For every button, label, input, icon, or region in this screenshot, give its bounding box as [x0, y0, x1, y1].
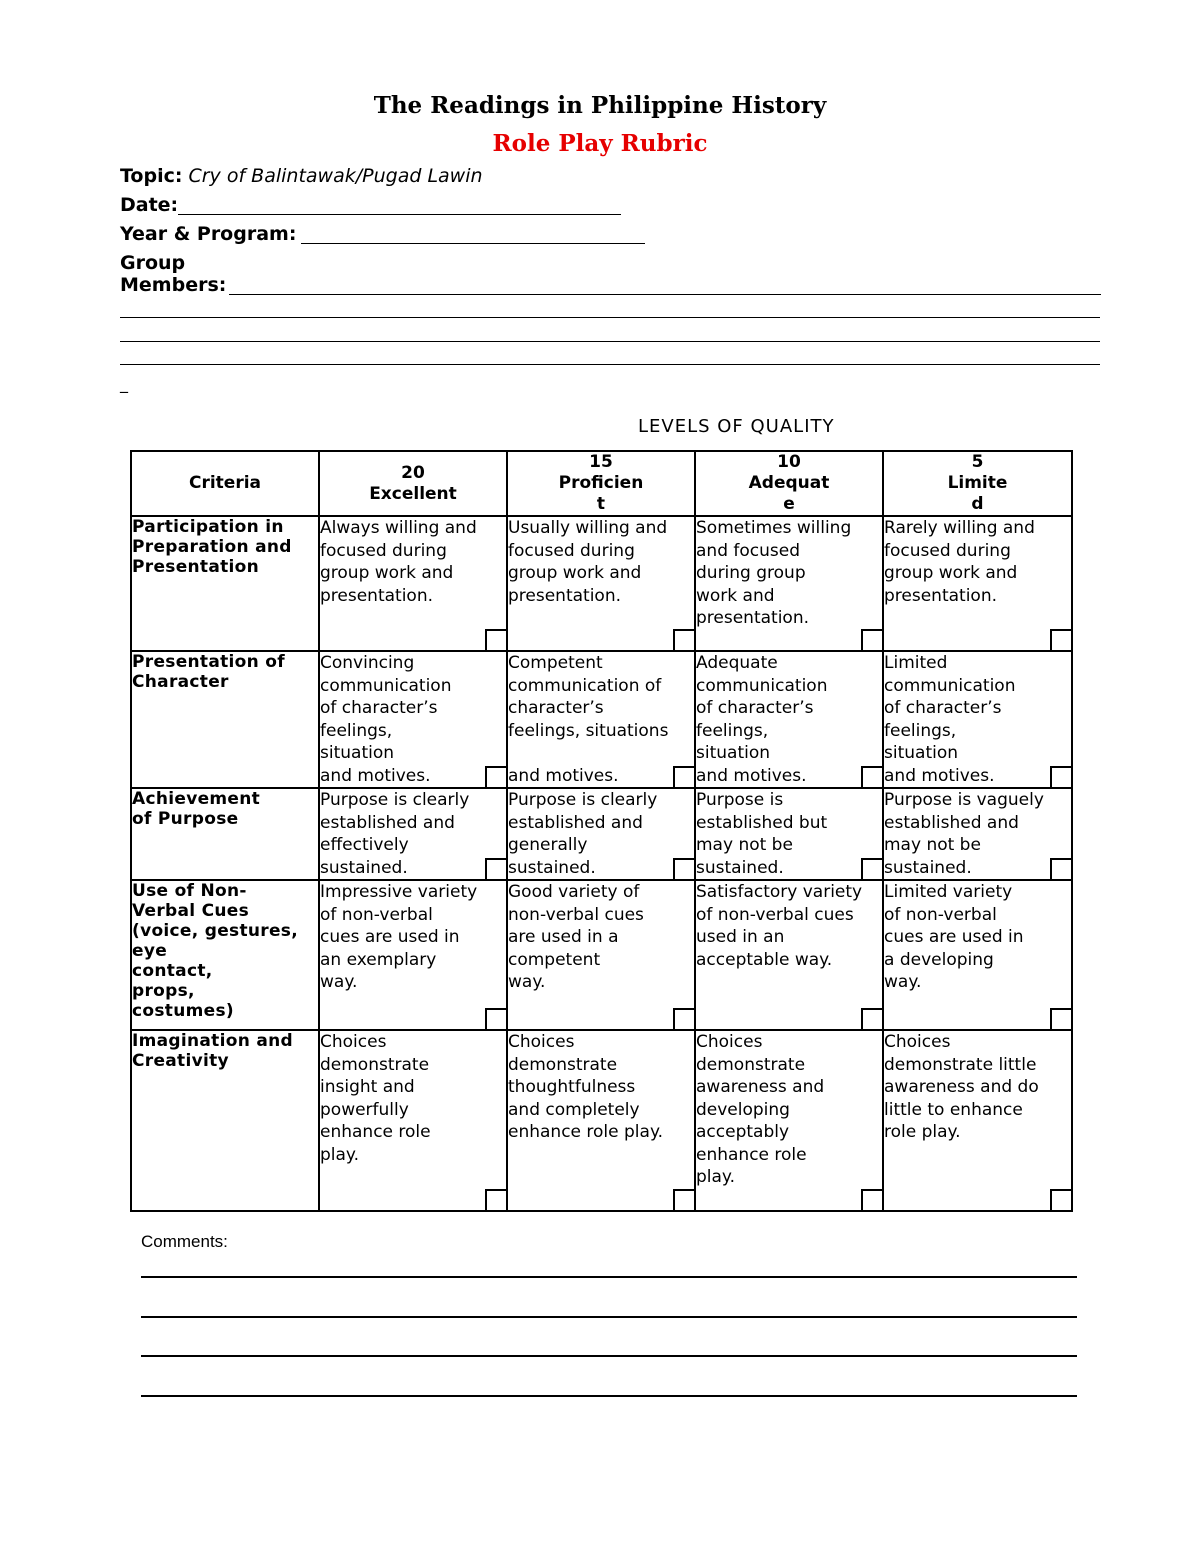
descriptor-text-line: focused during [320, 540, 447, 561]
level-header-20 [319, 451, 507, 516]
criterion-text-line: Verbal Cues [132, 901, 250, 921]
descriptor-text-line: group work and [884, 563, 1018, 583]
score-checkbox[interactable] [673, 1189, 696, 1212]
score-checkbox[interactable] [485, 1008, 508, 1031]
descriptor-cell-proficient [507, 788, 695, 880]
descriptor-text-line: and motives. [696, 765, 807, 786]
descriptor-text-line: Purpose is clearly [320, 790, 470, 810]
level-score: 20 [401, 462, 425, 483]
descriptor-text-line: of character’s [320, 698, 438, 718]
descriptor-text-line: demonstrate little [884, 1054, 1037, 1075]
score-checkbox[interactable] [673, 858, 696, 881]
descriptor-text-line: Adequate [696, 653, 778, 673]
table-header-row [131, 451, 1072, 516]
descriptor-text-line: Purpose is [696, 790, 784, 810]
level-name-wrap: e [783, 494, 795, 514]
descriptor-text-line: and focused [696, 540, 801, 561]
score-checkbox[interactable] [673, 629, 696, 652]
descriptor-text-line: of character’s [884, 698, 1002, 718]
descriptor-cell-adequate [695, 1030, 883, 1211]
group-label-line2: Members: [120, 274, 227, 296]
descriptor-text-line: awareness and do [884, 1077, 1039, 1097]
descriptor-text-line: situation [320, 743, 395, 763]
descriptor-text-line: used in an [696, 927, 785, 947]
descriptor-text-line: a developing [884, 949, 994, 970]
descriptor-text-line: of non-verbal [320, 904, 433, 925]
descriptor-text-line: focused during [508, 540, 635, 561]
descriptor-text-line: Choices [884, 1032, 951, 1052]
descriptor-text-line: presentation. [884, 585, 998, 606]
descriptor-cell-limited [883, 516, 1072, 651]
descriptor-text-line: way. [884, 972, 922, 992]
score-checkbox[interactable] [1050, 1008, 1073, 1031]
score-checkbox[interactable] [673, 766, 696, 789]
descriptor-text-line: developing [696, 1099, 790, 1120]
criterion-text-line: eye [132, 941, 168, 961]
criterion-cell [131, 880, 319, 1030]
descriptor-text-line: established and [508, 812, 643, 833]
criterion-text-line: contact, [132, 961, 213, 981]
descriptor-text-line: situation [696, 743, 771, 763]
rubric-table [130, 450, 1073, 1212]
descriptor-cell-adequate [695, 788, 883, 880]
group-members-line-4[interactable] [120, 364, 1100, 365]
descriptor-cell-limited [883, 788, 1072, 880]
descriptor-cell-limited [883, 1030, 1072, 1211]
descriptor-text-line: Choices [320, 1032, 387, 1052]
descriptor-text-line: and motives. [320, 765, 431, 786]
criteria-header: Criteria [131, 451, 319, 516]
descriptor-text-line: acceptable way. [696, 949, 833, 970]
descriptor-cell-proficient [507, 516, 695, 651]
criterion-text-line: Creativity [132, 1051, 229, 1071]
descriptor-text-line: of non-verbal [884, 904, 997, 925]
descriptor-text-line: way. [508, 972, 546, 992]
topic-value: Cry of Balintawak/Pugad Lawin [188, 165, 483, 187]
descriptor-cell-excellent [319, 1030, 507, 1211]
descriptor-text-line [508, 742, 694, 765]
descriptor-text-line: established but [696, 812, 828, 833]
score-checkbox[interactable] [1050, 766, 1073, 789]
descriptor-text-line: Purpose is vaguely [884, 790, 1044, 810]
level-header-10 [695, 451, 883, 516]
descriptor-text-line: are used in a [508, 927, 619, 947]
descriptor-text-line: presentation. [508, 585, 622, 606]
descriptor-text-line: competent [508, 949, 601, 970]
descriptor-text-line: sustained. [884, 857, 972, 878]
descriptor-cell-adequate [695, 516, 883, 651]
descriptor-text-line: acceptably [696, 1122, 790, 1142]
descriptor-text-line: presentation. [320, 585, 434, 606]
criterion-text-line: Presentation of [132, 652, 285, 672]
descriptor-text-line: may not be [884, 835, 981, 855]
descriptor-text-line: Satisfactory variety [696, 882, 863, 902]
descriptor-text-line: Impressive variety [320, 882, 478, 902]
score-checkbox[interactable] [861, 1189, 884, 1212]
score-checkbox[interactable] [485, 766, 508, 789]
descriptor-text-line: role play. [884, 1122, 961, 1142]
descriptor-text-line: established and [320, 812, 455, 833]
comment-line-3[interactable] [141, 1355, 1077, 1357]
descriptor-text-line: Always willing and [320, 518, 477, 538]
descriptor-text-line: demonstrate [320, 1054, 430, 1075]
criterion-cell [131, 516, 319, 651]
criterion-text-line: Achievement [132, 789, 261, 809]
descriptor-text-line: generally [508, 835, 588, 855]
descriptor-text-line: presentation. [696, 608, 810, 628]
descriptor-text-line: cues are used in [884, 927, 1024, 947]
criterion-text-line: Use of Non- [132, 881, 247, 901]
score-checkbox[interactable] [485, 858, 508, 881]
descriptor-text-line: cues are used in [320, 927, 460, 947]
criterion-cell [131, 788, 319, 880]
descriptor-text-line: during group [696, 563, 806, 583]
descriptor-text-line: communication [884, 675, 1016, 696]
level-name: Limite [947, 473, 1008, 493]
descriptor-text-line: communication of [508, 675, 662, 696]
descriptor-text-line: powerfully [320, 1099, 409, 1120]
descriptor-text-line: Good variety of [508, 882, 640, 902]
descriptor-text-line: Convincing [320, 653, 415, 673]
descriptor-text-line: of non-verbal cues [696, 904, 854, 925]
score-checkbox[interactable] [861, 766, 884, 789]
criterion-text-line: (voice, gestures, [132, 921, 298, 941]
descriptor-text-line: sustained. [508, 857, 596, 878]
descriptor-cell-proficient [507, 651, 695, 788]
score-checkbox[interactable] [485, 629, 508, 652]
criterion-text-line: Imagination and [132, 1031, 293, 1051]
descriptor-text-line: demonstrate [508, 1054, 618, 1075]
descriptor-text-line: established and [884, 812, 1019, 833]
descriptor-cell-excellent [319, 788, 507, 880]
comments-label: Comments: [141, 1232, 228, 1251]
descriptor-text-line: Purpose is clearly [508, 790, 658, 810]
score-checkbox[interactable] [485, 1189, 508, 1212]
criterion-text-line: Preparation and [132, 537, 292, 557]
group-members-line-2[interactable] [120, 317, 1100, 318]
descriptor-cell-proficient [507, 880, 695, 1030]
table-row-non-verbal-cues [131, 880, 1072, 1030]
level-name: Adequat [748, 473, 830, 493]
criterion-text-line: Character [132, 672, 229, 692]
descriptor-text-line: demonstrate [696, 1054, 806, 1075]
descriptor-text-line: communication [696, 675, 828, 696]
descriptor-text-line: Usually willing and [508, 518, 668, 538]
descriptor-text-line: feelings, [320, 720, 393, 741]
descriptor-text-line: Choices [696, 1032, 763, 1052]
descriptor-text-line: play. [320, 1144, 359, 1165]
descriptor-text-line: play. [696, 1167, 735, 1187]
criterion-text-line: of Purpose [132, 809, 239, 829]
table-row-participation [131, 516, 1072, 651]
group-members-line-3[interactable] [120, 341, 1100, 342]
descriptor-text-line: little to enhance [884, 1099, 1023, 1120]
descriptor-text-line: Limited variety [884, 882, 1013, 902]
descriptor-cell-excellent [319, 516, 507, 651]
descriptor-cell-adequate [695, 880, 883, 1030]
descriptor-text-line: way. [320, 972, 358, 992]
descriptor-text-line: and motives. [508, 765, 619, 786]
criterion-cell [131, 651, 319, 788]
criterion-text-line: Participation in [132, 517, 284, 537]
level-name-wrap: t [596, 494, 606, 514]
descriptor-text-line: enhance role [696, 1144, 807, 1165]
criterion-text-line: costumes) [132, 1001, 234, 1021]
comment-line-2[interactable] [141, 1316, 1077, 1318]
group-members-line-1[interactable] [229, 294, 1101, 295]
criterion-text-line: props, [132, 981, 195, 1001]
descriptor-text-line: Rarely willing and [884, 518, 1035, 538]
descriptor-cell-limited [883, 880, 1072, 1030]
descriptor-cell-excellent [319, 651, 507, 788]
level-header-5 [883, 451, 1072, 516]
criterion-cell [131, 1030, 319, 1211]
descriptor-text-line: thoughtfulness [508, 1077, 636, 1097]
document-subtitle: Role Play Rubric [492, 130, 708, 157]
descriptor-cell-limited [883, 651, 1072, 788]
score-checkbox[interactable] [861, 1008, 884, 1031]
descriptor-text-line: Choices [508, 1032, 575, 1052]
descriptor-text-line: and completely [508, 1099, 640, 1120]
level-score: 5 [971, 452, 984, 472]
descriptor-text-line: sustained. [320, 857, 408, 878]
score-checkbox[interactable] [1050, 1189, 1073, 1212]
descriptor-cell-excellent [319, 880, 507, 1030]
descriptor-text-line: an exemplary [320, 949, 437, 970]
date-label: Date: [120, 194, 179, 216]
descriptor-text-line: non-verbal cues [508, 904, 644, 925]
descriptor-text-line: feelings, [696, 720, 769, 741]
table-row-achievement-of-purpose [131, 788, 1072, 880]
score-checkbox[interactable] [861, 858, 884, 881]
level-header-15 [507, 451, 695, 516]
descriptor-text-line: work and [696, 585, 775, 606]
date-field-line[interactable] [178, 214, 621, 215]
descriptor-text-line: and motives. [884, 765, 995, 786]
year-program-field-line[interactable] [301, 243, 645, 244]
level-name-wrap: d [971, 494, 984, 514]
descriptor-text-line: Sometimes willing [696, 518, 852, 538]
topic-label: Topic: [120, 165, 183, 187]
descriptor-text-line: focused during [884, 540, 1011, 561]
descriptor-text-line: feelings, [884, 720, 957, 741]
descriptor-text-line: insight and [320, 1077, 415, 1097]
table-row-presentation-of-character [131, 651, 1072, 788]
descriptor-text-line: Competent [508, 653, 603, 673]
score-checkbox[interactable] [861, 629, 884, 652]
score-checkbox[interactable] [673, 1008, 696, 1031]
comment-line-4[interactable] [141, 1395, 1077, 1397]
descriptor-cell-adequate [695, 651, 883, 788]
descriptor-text-line: sustained. [696, 857, 784, 878]
table-row-imagination-creativity [131, 1030, 1072, 1211]
trailing-underscore: _ [120, 374, 128, 393]
group-label-line1: Group [120, 252, 186, 274]
descriptor-text-line: may not be [696, 835, 793, 855]
descriptor-text-line: communication [320, 675, 452, 696]
descriptor-text-line: Limited [884, 653, 948, 673]
descriptor-text-line: awareness and [696, 1077, 825, 1097]
topic-line [120, 165, 483, 187]
descriptor-text-line: group work and [508, 563, 642, 583]
criterion-text-line: Presentation [132, 557, 260, 577]
document-title: The Readings in Philippine History [373, 92, 827, 119]
descriptor-text-line: feelings, situations [508, 720, 669, 741]
descriptor-text-line: character’s [508, 698, 604, 718]
descriptor-text-line: situation [884, 743, 959, 763]
score-checkbox[interactable] [1050, 629, 1073, 652]
descriptor-text-line: enhance role play. [508, 1122, 663, 1142]
comment-line-1[interactable] [141, 1276, 1077, 1278]
descriptor-text-line: enhance role [320, 1122, 431, 1142]
level-score: 10 [777, 452, 801, 472]
descriptor-text-line: group work and [320, 563, 454, 583]
level-name: Excellent [369, 483, 457, 504]
descriptor-text-line: effectively [320, 835, 409, 855]
level-score: 15 [589, 452, 613, 472]
year-program-label: Year & Program: [120, 223, 297, 245]
descriptor-cell-proficient [507, 1030, 695, 1211]
level-name: Proficien [558, 473, 644, 493]
score-checkbox[interactable] [1050, 858, 1073, 881]
descriptor-text-line: of character’s [696, 698, 814, 718]
levels-of-quality-heading: LEVELS OF QUALITY [638, 416, 835, 437]
